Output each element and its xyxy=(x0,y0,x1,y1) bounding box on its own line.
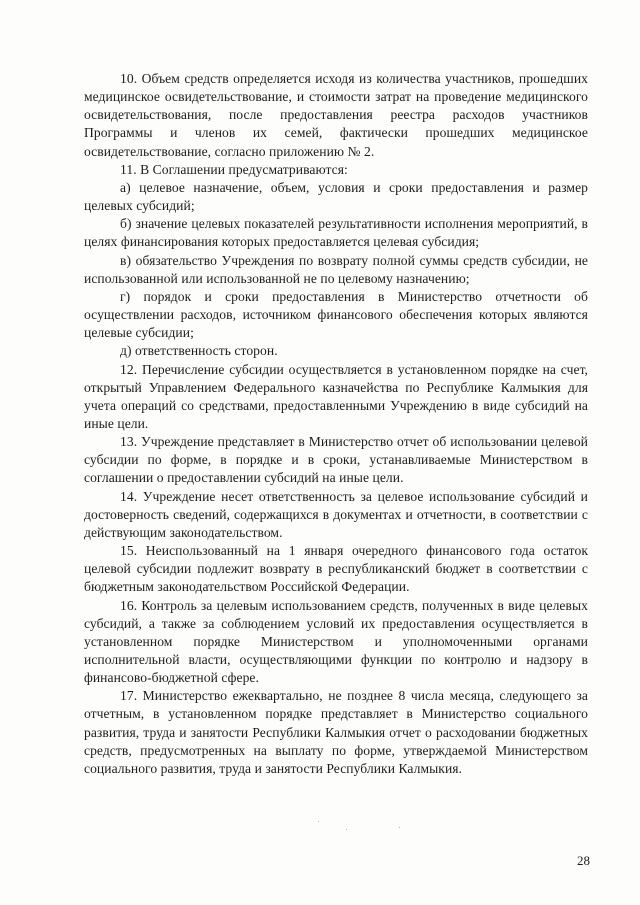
paragraph-13: 13. Учреждение представляет в Министерство отчет об использовании целевой субсидии по форме, в порядке и в сроки, устанавливаемые Министерством в соглашении о предоставлении субсидий на иные цели. xyxy=(84,434,588,486)
paragraph-11: 11. В Соглашении предусматриваются: xyxy=(120,161,348,177)
list-item-g: г) порядок и сроки предоставления в Министерство отчетности об осуществлении расходов, источником финансового обеспечения которых являются целевые субсидии; xyxy=(84,288,588,341)
paragraph-17: 17. Министерство ежеквартально, не позднее 8 числа месяца, следующего за отчетным, в установленном порядке представляет в Министерство социального развития, труда и занятости Республики Калмыкия отчет о расходовании бюджетных средств, предусмотренных на выплату по форме, утверждаемой Министерством социального развития, труда и занятости Республики Калмыкия. xyxy=(84,688,588,776)
document-body xyxy=(84,70,588,778)
paragraph-16: 16. Контроль за целевым использованием средств, полученных в виде целевых субсидий, а также за соблюдением условий их предоставления осуществляется в установленном порядке Министерством и уполномоченными органами исполнительной власти, осуществляющими функции по контролю и надзору в финансово-бюджетной сфере. xyxy=(84,597,588,686)
paragraph-14: 14. Учреждение несет ответственность за целевое использование субсидий и достоверность сведений, содержащихся в документах и отчетности, в соответствии с действующим законодательством. xyxy=(84,488,588,540)
scan-speck xyxy=(346,829,347,830)
list-item-b: б) значение целевых показателей результативности исполнения мероприятий, в целях финансирования которых предоставляется целевая субсидия; xyxy=(84,216,588,250)
list-item-v: в) обязательство Учреждения по возврату полной суммы средств субсидии, не использованной или использованной не по целевому назначению; xyxy=(84,252,588,286)
paragraph-10: 10. Объем средств определяется исходя из количества участников, прошедших медицинское освидетельствование, и стоимости затрат на проведение медицинского освидетельствования, после предоставления реестра расходов участников Программы и членов их семей, фактически прошедших медицинское освидетельствование, согласно приложению № 2. xyxy=(84,71,588,159)
paragraph-15: 15. Неиспользованный на 1 января очередного финансового года остаток целевой субсидии подлежит возврату в республиканский бюджет в соответствии с бюджетным законодательством Российской Федерации. xyxy=(84,543,588,595)
paragraph-12: 12. Перечисление субсидии осуществляется в установленном порядке на счет, открытый Управлением Федерального казначейства по Республике Калмыкия для учета операций со средствами, предоставленными Учреждению в виде субсидий на иные цели. xyxy=(84,361,588,431)
scan-speck xyxy=(318,821,319,822)
list-item-d: д) ответственность сторон. xyxy=(120,343,278,359)
list-item-a: а) целевое назначение, объем, условия и сроки предоставления и размер целевых субсидий; xyxy=(84,179,588,214)
page-number: 28 xyxy=(577,853,590,868)
scan-speck xyxy=(399,827,400,828)
